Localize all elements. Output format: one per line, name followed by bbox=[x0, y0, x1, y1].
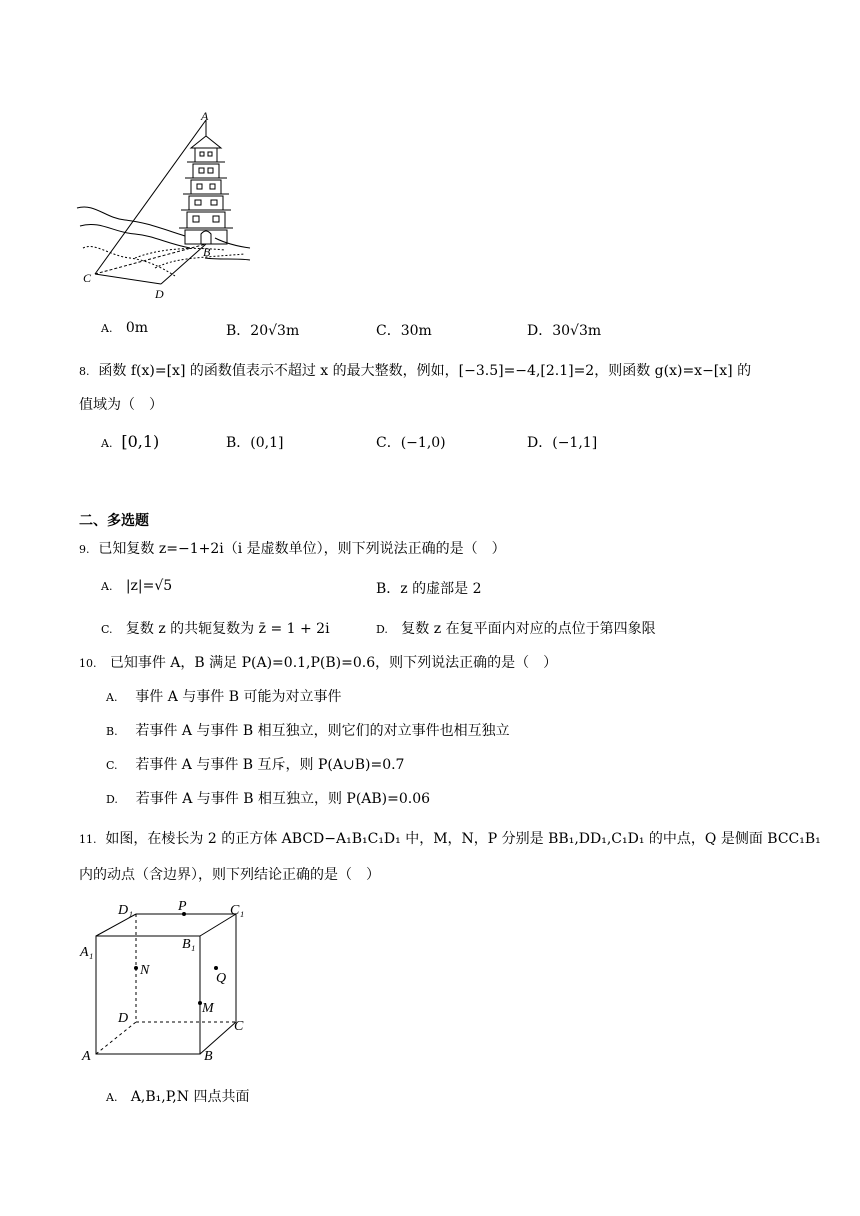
label-A: A bbox=[201, 109, 209, 123]
q11-stem-line2: 内的动点（含边界），则下列结论正确的是（ ） bbox=[79, 867, 380, 883]
q7-option-d[interactable]: D．30√3m bbox=[527, 323, 602, 339]
q8-option-c[interactable]: C．(−1,0) bbox=[376, 435, 446, 451]
label-D: D bbox=[155, 287, 164, 300]
cube-figure bbox=[78, 898, 258, 1068]
q9-option-a[interactable]: A. |z|=√5 bbox=[101, 578, 173, 594]
cube-label-n: N bbox=[140, 963, 150, 978]
cube-label-a1: A₁ bbox=[80, 945, 94, 960]
q8-stem-line1: 8. 函数 f(x)=[x] 的函数值表示不超过 x 的最大整数，例如，[−3.5]=−4,[2.1]=2，则函数 g(x)=x−[x] 的 bbox=[79, 363, 752, 379]
cube-label-d: D bbox=[118, 1011, 129, 1026]
cube-label-c1: C₁ bbox=[230, 903, 245, 918]
q8-option-d[interactable]: D．(−1,1] bbox=[527, 435, 598, 451]
label-B: B bbox=[203, 245, 211, 259]
q10-option-d[interactable]: D. 若事件 A 与事件 B 相互独立，则 P(AB)=0.06 bbox=[106, 791, 431, 807]
cube-label-d1: D₁ bbox=[118, 903, 133, 918]
cube-label-b: B bbox=[204, 1049, 213, 1064]
label-C: C bbox=[83, 271, 92, 285]
cube-label-p: P bbox=[178, 899, 187, 914]
q7-option-a[interactable]: A. 0m bbox=[101, 320, 148, 336]
section-title: 二、多选题 bbox=[79, 513, 149, 529]
cube-label-b1: B₁ bbox=[182, 937, 196, 952]
q9-stem: 9. 已知复数 z=−1+2i（i 是虚数单位），则下列说法正确的是（ ） bbox=[79, 541, 506, 557]
q10-option-c[interactable]: C. 若事件 A 与事件 B 互斥，则 P(A∪B)=0.7 bbox=[106, 757, 405, 773]
q10-option-b[interactable]: B. 若事件 A 与事件 B 相互独立，则它们的对立事件也相互独立 bbox=[106, 723, 510, 739]
q7-option-b[interactable]: B．20√3m bbox=[226, 323, 300, 339]
q10-option-a[interactable]: A. 事件 A 与事件 B 可能为对立事件 bbox=[106, 689, 342, 705]
q8-option-b[interactable]: B．(0,1] bbox=[226, 435, 284, 451]
q10-stem: 10. 已知事件 A，B 满足 P(A)=0.1,P(B)=0.6，则下列说法正确的是（ ） bbox=[79, 655, 558, 671]
q9-option-c[interactable]: C. 复数 z 的共轭复数为 z̄ = 1 + 2i bbox=[101, 621, 330, 637]
cube-label-m: M bbox=[202, 1001, 214, 1016]
cube-label-q: Q bbox=[216, 971, 227, 986]
q8-option-a[interactable]: A. [0,1) bbox=[101, 432, 160, 451]
q9-option-d[interactable]: D. 复数 z 在复平面内对应的点位于第四象限 bbox=[376, 621, 656, 637]
q7-option-c[interactable]: C．30m bbox=[376, 323, 432, 339]
cube-label-c: C bbox=[234, 1019, 244, 1034]
cube-label-a: A bbox=[82, 1049, 91, 1064]
pagoda-figure bbox=[75, 108, 255, 300]
q9-option-b[interactable]: B．z 的虚部是 2 bbox=[376, 581, 482, 597]
q11-stem-line1: 11. 如图，在棱长为 2 的正方体 ABCD−A₁B₁C₁D₁ 中，M，N，P 分别是 BB₁,DD₁,C₁D₁ 的中点，Q 是侧面 BCC₁B₁ bbox=[79, 831, 821, 847]
q11-option-a[interactable]: A. A,B₁,P,N 四点共面 bbox=[106, 1089, 250, 1105]
q8-stem-line2: 值域为（ ） bbox=[79, 397, 163, 413]
